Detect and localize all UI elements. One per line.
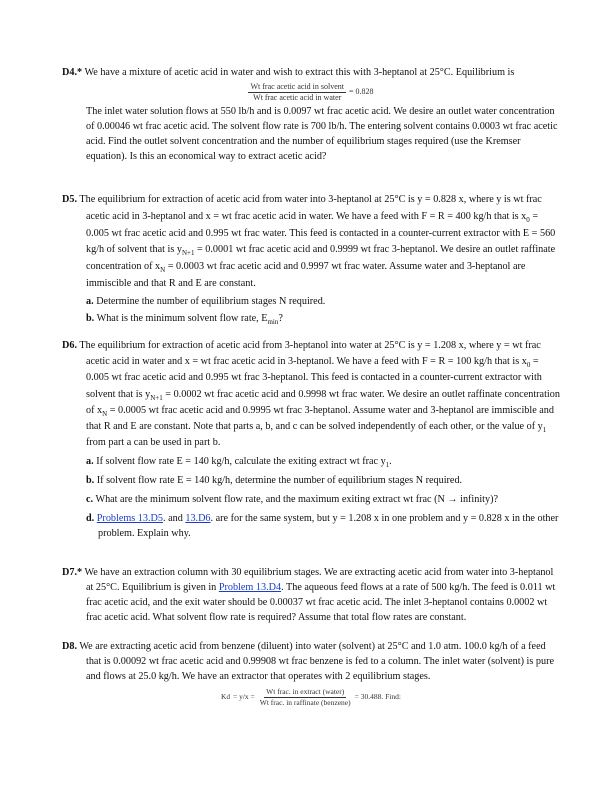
- problem-number: D6.: [62, 340, 77, 351]
- part-text: . and: [162, 513, 186, 525]
- subscript: 1: [385, 461, 390, 470]
- problem-d7: [62, 566, 560, 626]
- subscript: N+1: [150, 393, 163, 402]
- equation-numerator: Wt frac. in extract (water): [266, 686, 345, 696]
- problem-text: The equilibrium for extraction of acetic acid from water into 3-heptanol at 25°C is y = 0.828 x, where y is wt frac acetic acid in 3-heptanol and x = wt frac acetic acid in water. We have a feed with F = R = 400 kg/h that is x: [79, 194, 542, 222]
- equation-symbol: K: [221, 691, 227, 701]
- part-label: a.: [86, 295, 94, 307]
- equation-text: = y/x =: [232, 691, 255, 701]
- part-text: What is the minimum solvent flow rate, E: [96, 312, 268, 324]
- problem-text: from part a can be used in part b.: [86, 437, 221, 449]
- distribution-coefficient-equation: K d = y/x = $\frac{\text{Wt frac. in extract (water)}}{\text{Wt frac. in raffinate (benzene)}}$ = 30.488. Find:: [221, 686, 401, 707]
- problem-number: D5.: [62, 194, 77, 205]
- problem-link-13-d6[interactable]: 13.D6: [185, 513, 211, 525]
- problem-d5: [62, 192, 560, 327]
- problem-link-13-d4[interactable]: Problem 13.D4: [218, 581, 282, 593]
- problem-text: = 0.0003 wt frac acetic acid and 0.9997 wt frac water. Assume water and 3-heptanol are immiscible and that R and E are constant.: [86, 261, 526, 289]
- part-text: . are for the same system, but y = 1.208 x in one problem and y = 0.828 x in the other problem. Explain why.: [98, 513, 559, 540]
- equilibrium-equation: [62, 82, 560, 103]
- part-label: b.: [86, 475, 95, 487]
- equation-denominator: Wt frac. in raffinate (benzene): [259, 697, 351, 707]
- problem-text: We have an extraction column with 30 equilibrium stages. We are extracting acetic acid from water into 3-heptanol at 25°C. Equilibrium is given in: [84, 567, 554, 593]
- part-text: .: [389, 456, 392, 468]
- part-text: ?: [278, 312, 283, 324]
- part-c: [62, 493, 560, 508]
- part-label: b.: [86, 312, 95, 324]
- subscript: N: [102, 409, 108, 418]
- part-label: d.: [86, 513, 95, 525]
- problem-text: = 0.0002 wt frac acetic acid and 0.9998 wt frac water. We desire an outlet raffinate concentration of x: [86, 388, 560, 416]
- subscript: N+1: [181, 249, 195, 258]
- part-a: [62, 295, 560, 310]
- problem-text: = 0.005 wt frac acetic acid and 0.995 wt frac water. This feed is contacted in a counter-current extractor with E = 560 kg/h of solvent that is y: [86, 210, 556, 256]
- equation-value: = 30.488. Find:: [354, 691, 401, 701]
- problem-text: We have a mixture of acetic acid in water and wish to extract this with 3-heptanol at 25°C. Equilibrium is: [84, 67, 515, 78]
- equation-numerator: Wt frac acetic acid in solvent: [250, 81, 344, 91]
- part-text: What are the minimum solvent flow rate, and the maximum exiting extract wt frac (N → infinity)?: [95, 494, 499, 506]
- problem-text: The equilibrium for extraction of acetic acid from 3-heptanol into water at 25°C is y = 1.208 x, where y = wt frac acetic acid in water and x = wt frac acetic acid in 3-heptanol. We have a feed with F = R = 100 kg/h that is x: [79, 340, 541, 368]
- part-text: If solvent flow rate E = 140 kg/h, determine the number of equilibrium stages N required.: [96, 475, 463, 487]
- subscript: N: [160, 266, 166, 275]
- equation-denominator: Wt frac acetic acid in water: [253, 92, 342, 102]
- problem-d6: [62, 338, 560, 542]
- subscript: 0: [526, 361, 531, 370]
- problem-text: = 0.0001 wt frac acetic acid and 0.9999 wt frac 3-heptanol. We desire an outlet raffinate concentration of x: [86, 244, 556, 273]
- problem-link-13-d5[interactable]: Problems 13.D5: [96, 513, 163, 525]
- problem-text: . The aqueous feed flows at a rate of 500 kg/h. The feed is 0.011 wt frac acetic acid, and the exit water should be 0.00037 wt frac acetic acid. The inlet 3-heptanol contains 0.0002 wt frac acetic acid. What solvent flow rate is required? Assume that total flow rates are constant.: [86, 581, 556, 623]
- part-text: Determine the number of equilibrium stages N required.: [96, 295, 326, 307]
- part-label: a.: [86, 456, 94, 468]
- part-b: [62, 312, 560, 327]
- part-d: [62, 512, 560, 542]
- problem-number: D4.*: [62, 67, 83, 78]
- part-a: [62, 455, 560, 470]
- problem-number: D7.*: [62, 567, 83, 578]
- equation-value: = 0.828: [349, 86, 374, 96]
- part-b: [62, 474, 560, 489]
- problem-text: = 0.0005 wt frac acetic acid and 0.9995 wt frac 3-heptanol. Assume water and 3-heptanol are immiscible and that R and E are constant. Note that parts a, b, and c can be solved independently of each other, or the value of y: [86, 404, 554, 433]
- subscript: min: [267, 317, 279, 326]
- part-text: If solvent flow rate E = 140 kg/h, calculate the exiting extract wt frac y: [96, 456, 386, 468]
- problem-d8: [62, 640, 560, 708]
- problem-text: The inlet water solution flows at 550 lb/h and is 0.0097 wt frac acetic acid. We desire an outlet water concentration of 0.00046 wt frac acetic acid. The solvent flow rate is 700 lb/h. The entering solvent contains 0.0003 wt frac acetic acid. Find the outlet solvent concentration and the number of equilibrium stages required (use the Kremser equation). Is this an economical way to extract acetic acid?: [86, 105, 558, 162]
- problem-d4: [62, 66, 560, 165]
- subscript: 0: [526, 215, 530, 224]
- subscript: 1: [542, 426, 547, 435]
- problem-text: We are extracting acetic acid from benzene (diluent) into water (solvent) at 25°C and 1.0 atm. 100.0 kg/h of a feed that is 0.00092 wt frac acetic acid and 0.99908 wt frac benzene is fed to a column. The inlet water (solvent) is pure and flows at 25.0 kg/h. We have an extractor that operates with 2 equilibrium stages.: [79, 641, 554, 682]
- problem-text: = 0.005 wt frac acetic acid and 0.995 wt frac 3-heptanol. This feed is contacted in a counter-current extractor with solvent that is y: [86, 356, 542, 400]
- part-label: c.: [86, 494, 94, 506]
- problem-number: D8.: [62, 641, 77, 652]
